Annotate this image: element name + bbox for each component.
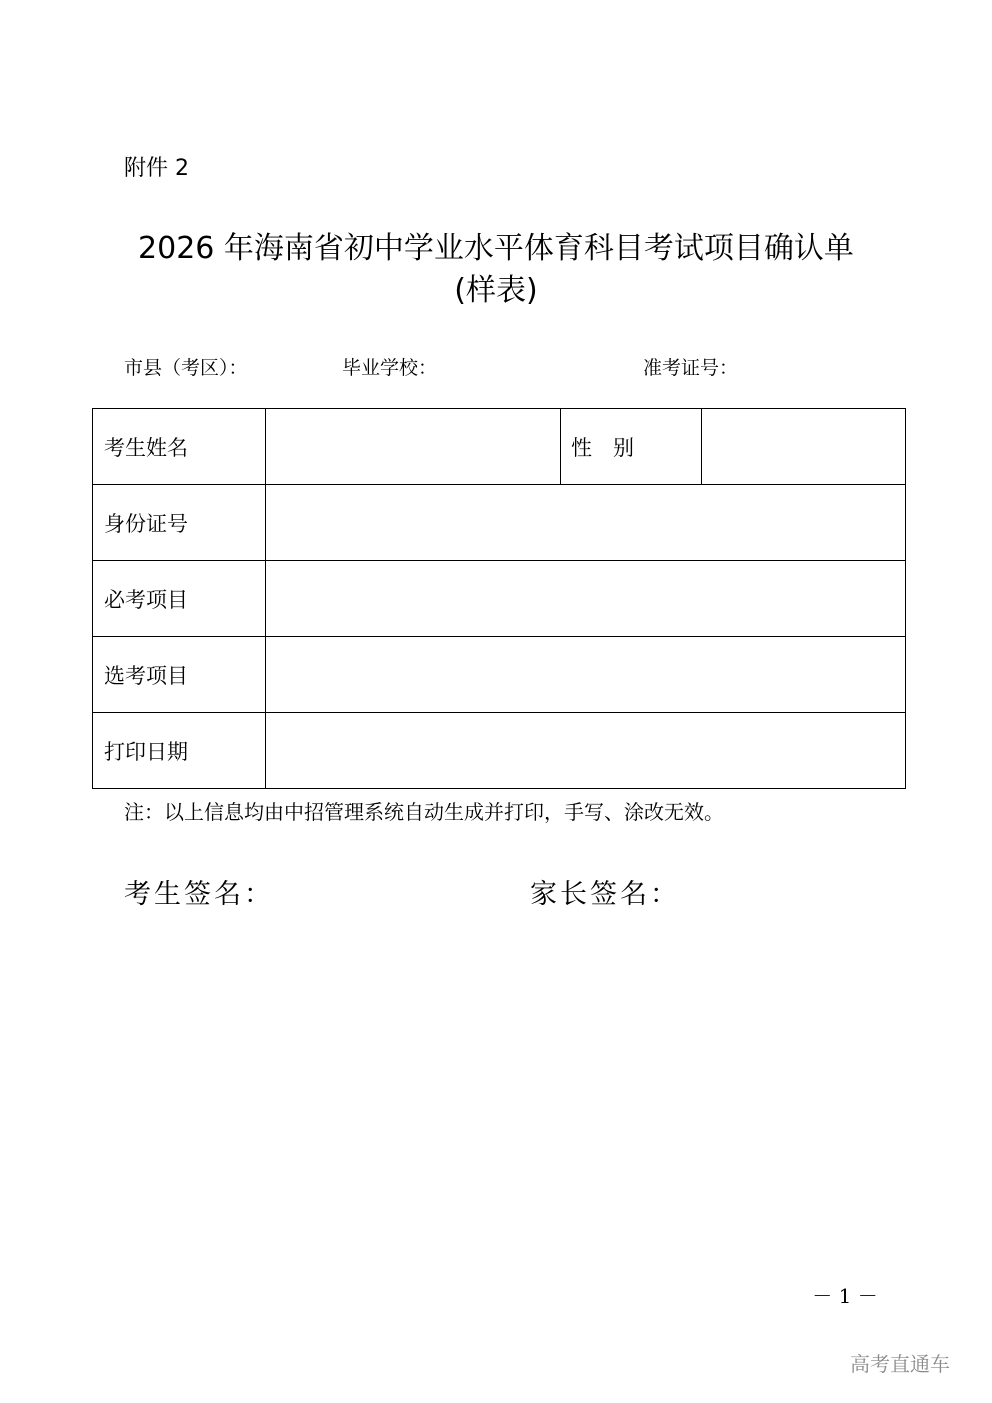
table-row-print-date [93, 713, 906, 789]
table-row-id [93, 485, 906, 561]
student-signature-label: 考生签名： [124, 879, 274, 910]
document-title: 2026 年海南省初中学业水平体育科目考试项目确认单 [138, 231, 854, 266]
ticket-number-field-label: 准考证号： [643, 357, 739, 379]
gender-value-cell [702, 409, 906, 485]
document-subtitle: (样表) [454, 273, 538, 308]
gender-label: 性 别 [561, 409, 702, 485]
elective-items-value-cell [266, 637, 906, 713]
student-name-value-cell [266, 409, 561, 485]
id-number-label: 身份证号 [93, 485, 266, 561]
confirmation-form-table [92, 408, 906, 789]
page-number: － 1 － [812, 1284, 878, 1308]
table-row-name [93, 409, 906, 485]
print-date-value-cell [266, 713, 906, 789]
form-note: 注：以上信息均由中招管理系统自动生成并打印，手写、涂改无效。 [124, 800, 724, 824]
elective-items-label: 选考项目 [93, 637, 266, 713]
watermark-text: 高考直通车 [850, 1352, 950, 1376]
print-date-label: 打印日期 [93, 713, 266, 789]
county-field-label: 市县（考区）： [124, 357, 248, 379]
student-name-label: 考生姓名 [93, 409, 266, 485]
id-number-value-cell [266, 485, 906, 561]
table-row-elective [93, 637, 906, 713]
table-row-required [93, 561, 906, 637]
parent-signature-label: 家长签名： [530, 879, 680, 910]
attachment-label: 附件 2 [124, 156, 189, 181]
required-items-label: 必考项目 [93, 561, 266, 637]
school-field-label: 毕业学校： [342, 357, 438, 379]
required-items-value-cell [266, 561, 906, 637]
